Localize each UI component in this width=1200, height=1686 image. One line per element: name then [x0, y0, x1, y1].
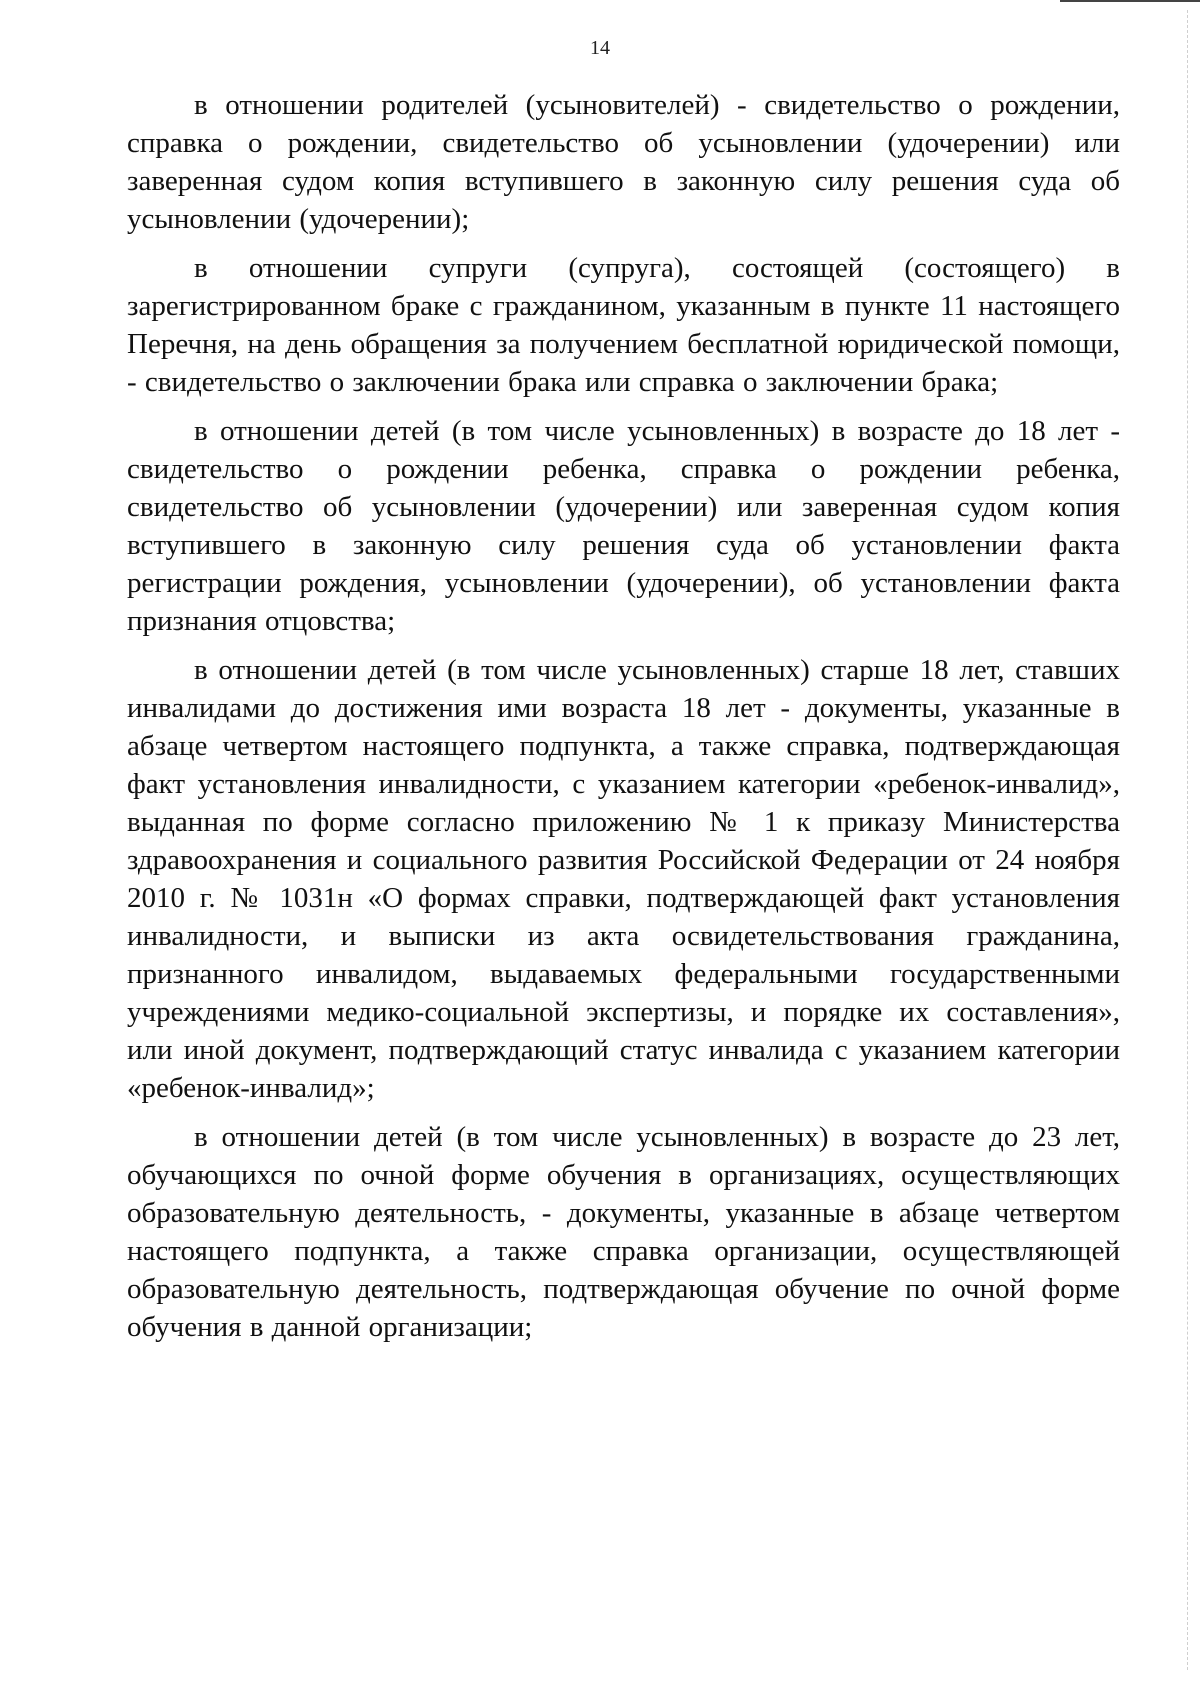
- scan-edge-line: [1187, 10, 1188, 1670]
- paragraph-parents: в отношении родителей (усыновителей) - свидетельство о рождении, справка о рождении, свидетельство об усыновлении (удочерении) или заверенная судом копия вступившего в законную силу решения суда об усыновлении (удочерении);: [127, 89, 1120, 235]
- paragraph-children-disabled-over-18: в отношении детей (в том числе усыновленных) старше 18 лет, ставших инвалидами до достижения ими возраста 18 лет - документы, указанные в абзаце четвертом настоящего подпункта, а также справка, подтверждающая факт установления инвалидности, с указанием категории «ребенок-инвалид», выданная по форме согласно приложению № 1 к приказу Министерства здравоохранения и социального развития Российской Федерации от 24 ноября 2010 г. № 1031н «О формах справки, подтверждающей факт установления инвалидности, и выписки из акта освидетельствования гражданина, признанного инвалидом, выдаваемых федеральными государственными учреждениями медико-социальной экспертизы, и порядке их составления», или иной документ, подтверждающий статус инвалида с указанием категории «ребенок-инвалид»;: [127, 654, 1120, 1104]
- page-number: 14: [590, 37, 610, 59]
- paragraph-spouse: в отношении супруги (супруга), состоящей (состоящего) в зарегистрированном браке с гражданином, указанным в пункте 11 настоящего Перечня, на день обращения за получением бесплатной юридической помощи, - свидетельство о заключении брака или справка о заключении брака;: [127, 252, 1120, 398]
- paragraph-children-students-under-23: в отношении детей (в том числе усыновленных) в возрасте до 23 лет, обучающихся по очной форме обучения в организациях, осуществляющих образовательную деятельность, - документы, указанные в абзаце четвертом настоящего подпункта, а также справка организации, осуществляющей образовательную деятельность, подтверждающая обучение по очной форме обучения в данной организации;: [127, 1121, 1120, 1343]
- top-edge-rule: [1060, 0, 1200, 2]
- document-body: [127, 86, 1120, 1357]
- paragraph-children-under-18: в отношении детей (в том числе усыновленных) в возрасте до 18 лет - свидетельство о рождении ребенка, справка о рождении ребенка, свидетельство об усыновлении (удочерении) или заверенная судом копия вступившего в законную силу решения суда об установлении факта регистрации рождения, усыновлении (удочерении), об установлении факта признания отцовства;: [127, 415, 1120, 637]
